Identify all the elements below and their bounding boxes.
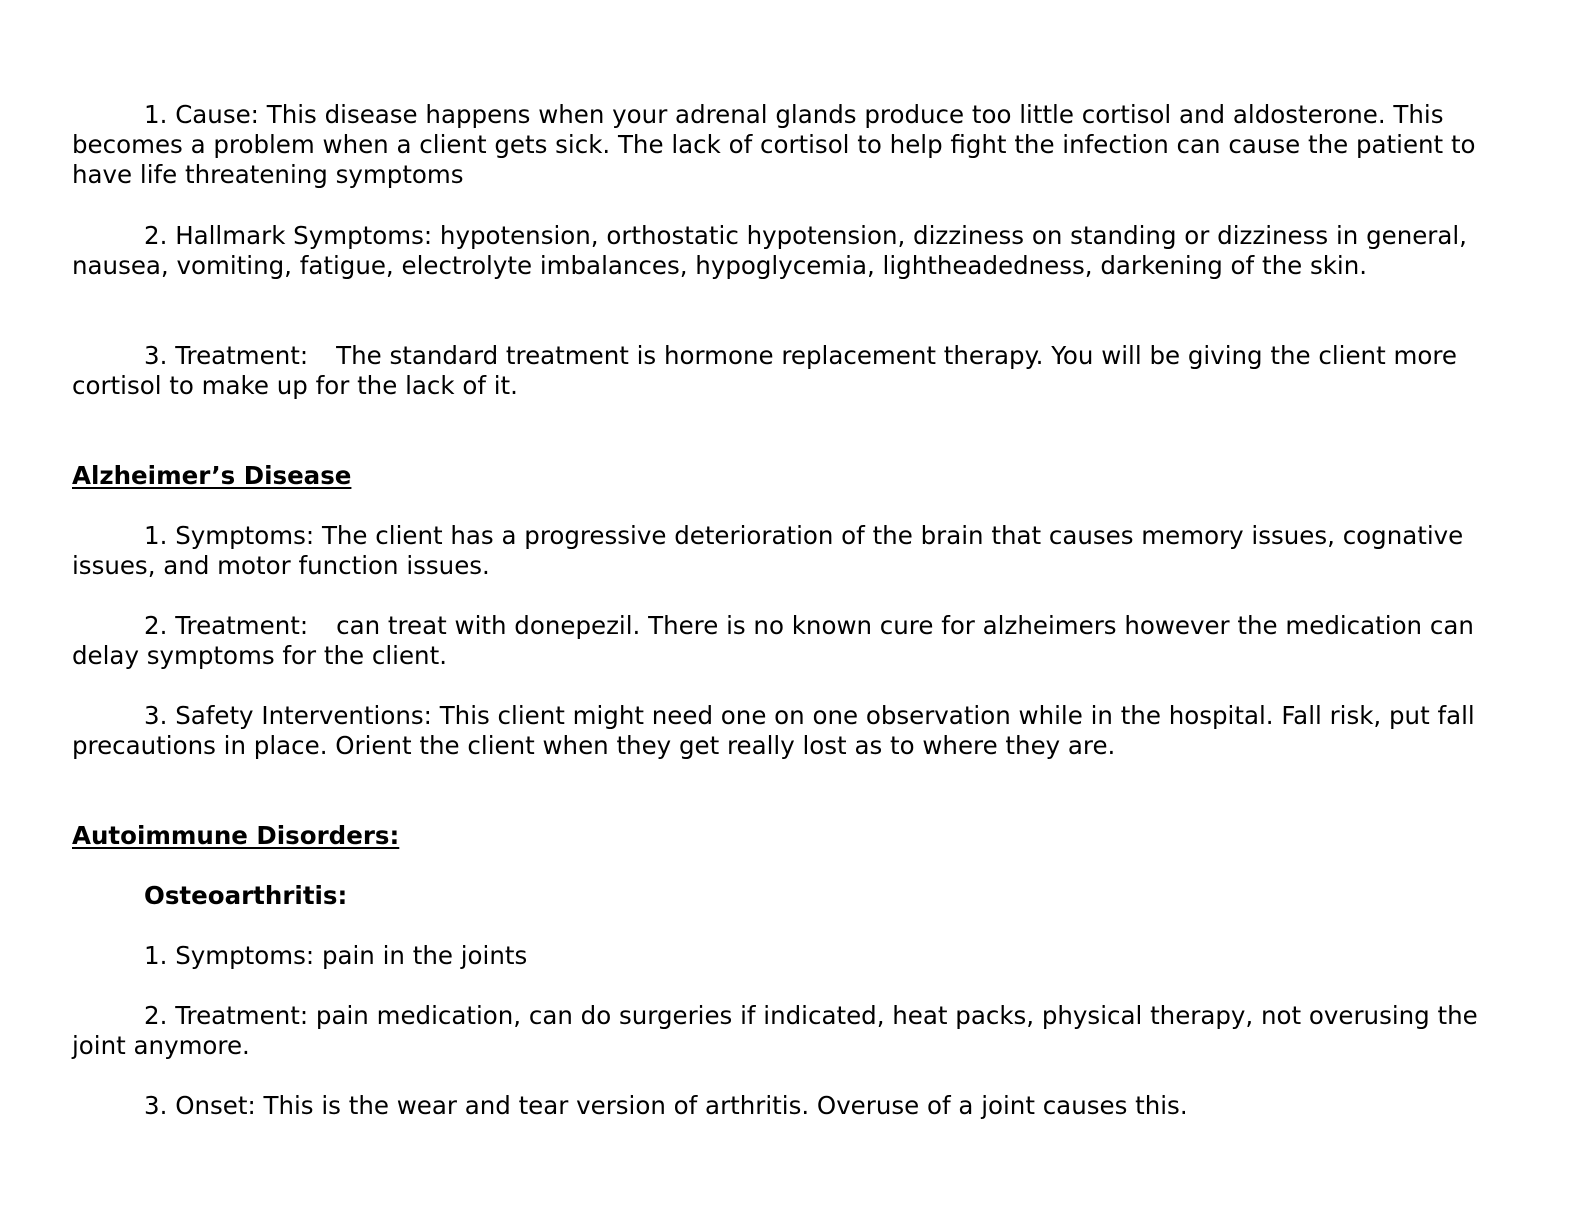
item-text: This disease happens when your adrenal glands produce too little cortisol and aldosterone. This becomes a problem when a client gets sick. The lack of cortisol to help fight the infection can cause the patient to have life threatening symptoms xyxy=(72,100,1476,189)
item-text: can treat with donepezil. There is no known cure for alzheimers however the medication can delay symptoms for the client. xyxy=(72,611,1474,670)
alzheimers-heading: Alzheimer’s Disease xyxy=(72,461,352,490)
item-number: 2. xyxy=(144,611,168,640)
item-label: Safety Interventions: xyxy=(175,701,432,730)
item-label: Treatment: xyxy=(175,341,309,370)
item-label: Symptoms: xyxy=(175,941,315,970)
addisons-symptoms-paragraph xyxy=(72,221,1512,281)
item-label: Treatment: xyxy=(175,1001,309,1030)
item-text: pain in the joints xyxy=(321,941,528,970)
item-number: 1. xyxy=(144,521,168,550)
item-text: The client has a progressive deterioration of the brain that causes memory issues, cognative issues, and motor function issues. xyxy=(72,521,1464,580)
osteoarthritis-symptoms-paragraph xyxy=(72,941,1512,971)
item-number: 3. xyxy=(144,1091,168,1120)
osteoarthritis-subheading: Osteoarthritis: xyxy=(144,881,348,910)
alzheimers-safety-paragraph xyxy=(72,701,1512,761)
item-label: Symptoms: xyxy=(175,521,315,550)
item-label: Hallmark Symptoms: xyxy=(175,221,433,250)
item-text: This is the wear and tear version of arthritis. Overuse of a joint causes this. xyxy=(263,1091,1188,1120)
item-text: hypotension, orthostatic hypotension, dizziness on standing or dizziness in general, nausea, vomiting, fatigue, electrolyte imbalances, hypoglycemia, lightheadedness, darkening of the skin. xyxy=(72,221,1467,280)
item-number: 2. xyxy=(144,221,168,250)
item-text: This client might need one on one observation while in the hospital. Fall risk, put fall precautions in place. Orient the client when they get really lost as to where they are. xyxy=(72,701,1475,760)
item-number: 2. xyxy=(144,1001,168,1030)
item-text: The standard treatment is hormone replacement therapy. You will be giving the client more cortisol to make up for the lack of it. xyxy=(72,341,1457,400)
autoimmune-heading: Autoimmune Disorders: xyxy=(72,821,400,850)
addisons-treatment-paragraph xyxy=(72,341,1512,401)
item-label: Treatment: xyxy=(175,611,309,640)
item-text: pain medication, can do surgeries if indicated, heat packs, physical therapy, not overusing the joint anymore. xyxy=(72,1001,1478,1060)
item-number: 3. xyxy=(144,341,168,370)
osteoarthritis-treatment-paragraph xyxy=(72,1001,1512,1061)
item-label: Cause: xyxy=(175,100,259,129)
osteoarthritis-onset-paragraph xyxy=(72,1091,1512,1121)
item-number: 1. xyxy=(144,941,168,970)
addisons-cause-paragraph xyxy=(72,100,1512,190)
alzheimers-symptoms-paragraph xyxy=(72,521,1512,581)
item-label: Onset: xyxy=(175,1091,256,1120)
alzheimers-treatment-paragraph xyxy=(72,611,1512,671)
item-number: 3. xyxy=(144,701,168,730)
item-number: 1. xyxy=(144,100,168,129)
